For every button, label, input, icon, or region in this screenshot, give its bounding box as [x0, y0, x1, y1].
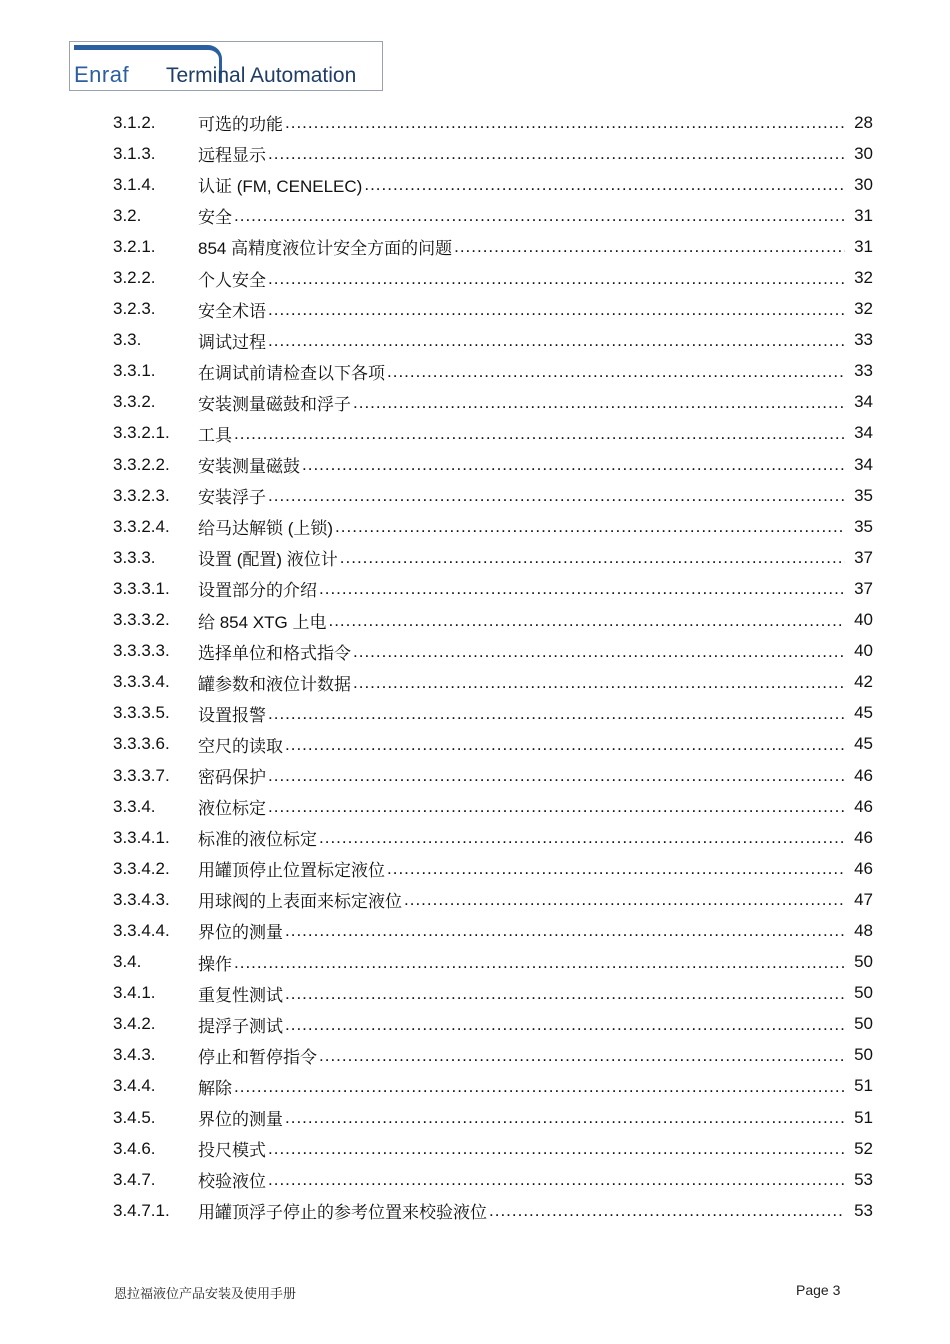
- toc-entry-number: 3.1.2.: [113, 112, 156, 132]
- toc-dot-leader: [285, 114, 845, 131]
- toc-entry-page: 50: [854, 983, 873, 1003]
- toc-entry[interactable]: [113, 1164, 873, 1195]
- toc-entry[interactable]: [113, 418, 873, 449]
- toc-dot-leader: [489, 1202, 845, 1219]
- toc-entry-page: 52: [854, 1138, 873, 1158]
- toc-entry-title: 安全术语: [198, 301, 266, 321]
- toc-entry-number: 3.4.2.: [113, 1014, 156, 1034]
- toc-entry-title: 校验液位: [198, 1172, 266, 1192]
- toc-entry-page: 33: [854, 361, 873, 381]
- toc-entry-page: 34: [854, 454, 873, 474]
- toc-entry-title: 设置 (配置) 液位计: [198, 550, 338, 570]
- toc-entry[interactable]: [113, 138, 873, 169]
- toc-entry-page: 46: [854, 827, 873, 847]
- toc-dot-leader: [285, 922, 845, 939]
- toc-entry-number: 3.3.2.3.: [113, 485, 170, 505]
- toc-entry-title: 工具: [198, 425, 232, 445]
- toc-entry-page: 51: [854, 1076, 873, 1096]
- footer-page-number: Page 3: [796, 1282, 841, 1298]
- toc-entry[interactable]: [113, 387, 873, 418]
- toc-dot-leader: [234, 954, 845, 971]
- toc-entry-number: 3.3.2.4.: [113, 516, 170, 536]
- toc-entry-number: 3.3.4.2.: [113, 858, 170, 878]
- toc-entry-page: 53: [854, 1169, 873, 1189]
- toc-entry-page: 50: [854, 1014, 873, 1034]
- toc-entry-title: 给马达解锁 (上锁): [198, 519, 334, 539]
- toc-entry-page: 37: [854, 578, 873, 598]
- toc-entry[interactable]: [113, 1133, 873, 1164]
- toc-entry-number: 3.3.2.2.: [113, 454, 170, 474]
- toc-entry-page: 28: [854, 112, 873, 132]
- toc-entry[interactable]: [113, 729, 873, 760]
- toc-entry-title: 罐参数和液位计数据: [198, 674, 351, 694]
- toc-entry-number: 3.2.3.: [113, 299, 156, 319]
- toc-entry-number: 3.4.7.: [113, 1169, 156, 1189]
- toc-entry-number: 3.3.3.2.: [113, 610, 170, 630]
- toc-entry-page: 50: [854, 952, 873, 972]
- toc-entry-page: 51: [854, 1107, 873, 1127]
- toc-entry-title: 操作: [198, 954, 232, 974]
- toc-dot-leader: [353, 643, 845, 660]
- toc-dot-leader: [340, 549, 845, 566]
- toc-entry-title: 用罐顶停止位置标定液位: [198, 861, 385, 881]
- toc-entry-number: 3.4.4.: [113, 1076, 156, 1096]
- toc-entry-page: 45: [854, 703, 873, 723]
- toc-entry-number: 3.3.2.1.: [113, 423, 170, 443]
- toc-entry-title: 解除: [198, 1078, 232, 1098]
- toc-entry[interactable]: [113, 262, 873, 293]
- toc-entry[interactable]: [113, 1071, 873, 1102]
- toc-entry[interactable]: [113, 480, 873, 511]
- toc-entry[interactable]: [113, 1040, 873, 1071]
- toc-entry-title: 在调试前请检查以下各项: [198, 363, 385, 383]
- toc-entry-title: 设置部分的介绍: [198, 581, 317, 601]
- company-logo: [69, 41, 383, 91]
- toc-entry-title: 液位标定: [198, 799, 266, 819]
- toc-dot-leader: [268, 705, 845, 722]
- toc-entry-page: 31: [854, 236, 873, 256]
- toc-entry[interactable]: [113, 542, 873, 573]
- toc-entry-number: 3.4.5.: [113, 1107, 156, 1127]
- toc-entry-title: 可选的功能: [198, 115, 283, 135]
- toc-entry-page: 46: [854, 796, 873, 816]
- toc-entry[interactable]: [113, 1009, 873, 1040]
- toc-entry-number: 3.3.3.4.: [113, 672, 170, 692]
- toc-entry-title: 设置报警: [198, 705, 266, 725]
- toc-entry-page: 30: [854, 174, 873, 194]
- toc-entry[interactable]: [113, 1195, 873, 1226]
- toc-entry[interactable]: [113, 605, 873, 636]
- toc-entry[interactable]: [113, 107, 873, 138]
- footer-manual-title: 恩拉福液位产品安装及使用手册: [114, 1286, 297, 1301]
- toc-dot-leader: [404, 891, 845, 908]
- toc-entry-page: 33: [854, 330, 873, 350]
- toc-entry[interactable]: [113, 947, 873, 978]
- toc-entry-title: 安全: [198, 208, 232, 228]
- toc-entry-title: 界位的测量: [198, 1110, 283, 1130]
- toc-dot-leader: [364, 176, 845, 193]
- toc-entry-number: 3.3.4.4.: [113, 920, 170, 940]
- toc-entry-number: 3.3.4.1.: [113, 827, 170, 847]
- toc-entry-title: 空尺的读取: [198, 736, 283, 756]
- toc-entry-number: 3.2.1.: [113, 236, 156, 256]
- toc-entry-title: 重复性测试: [198, 985, 283, 1005]
- toc-entry-number: 3.3.4.3.: [113, 889, 170, 909]
- toc-entry-page: 46: [854, 765, 873, 785]
- toc-entry-page: 50: [854, 1045, 873, 1065]
- toc-dot-leader: [268, 332, 845, 349]
- toc-entry[interactable]: [113, 791, 873, 822]
- toc-entry-title: 用罐顶浮子停止的参考位置来校验液位: [198, 1203, 487, 1223]
- toc-dot-leader: [268, 270, 845, 287]
- toc-entry-page: 47: [854, 889, 873, 909]
- toc-entry[interactable]: [113, 978, 873, 1009]
- logo-terminal-automation-text: Terminal Automation: [166, 64, 357, 87]
- toc-entry[interactable]: [113, 884, 873, 915]
- toc-entry-number: 3.2.: [113, 205, 142, 225]
- toc-entry-number: 3.3.3.3.: [113, 641, 170, 661]
- toc-entry[interactable]: [113, 698, 873, 729]
- toc-entry[interactable]: [113, 294, 873, 325]
- toc-entry-number: 3.4.3.: [113, 1045, 156, 1065]
- toc-entry[interactable]: [113, 853, 873, 884]
- toc-dot-leader: [353, 394, 845, 411]
- toc-entry[interactable]: [113, 573, 873, 604]
- toc-entry[interactable]: [113, 325, 873, 356]
- toc-entry-number: 3.4.: [113, 952, 142, 972]
- toc-entry-title: 标准的液位标定: [198, 830, 317, 850]
- toc-entry-title: 安装测量磁鼓和浮子: [198, 394, 351, 414]
- toc-dot-leader: [319, 580, 845, 597]
- toc-dot-leader: [353, 674, 845, 691]
- toc-dot-leader: [268, 145, 845, 162]
- toc-entry[interactable]: [113, 667, 873, 698]
- toc-entry-number: 3.3.3.5.: [113, 703, 170, 723]
- toc-dot-leader: [268, 767, 845, 784]
- toc-entry[interactable]: [113, 636, 873, 667]
- toc-entry-number: 3.3.3.: [113, 547, 156, 567]
- toc-dot-leader: [285, 1016, 845, 1033]
- toc-entry-number: 3.3.1.: [113, 361, 156, 381]
- toc-entry-page: 40: [854, 641, 873, 661]
- toc-entry-page: 34: [854, 423, 873, 443]
- toc-dot-leader: [335, 518, 845, 535]
- toc-entry-number: 3.3.3.1.: [113, 578, 170, 598]
- toc-entry[interactable]: [113, 915, 873, 946]
- toc-entry[interactable]: [113, 449, 873, 480]
- toc-dot-leader: [268, 798, 845, 815]
- toc-entry-page: 45: [854, 734, 873, 754]
- toc-entry-page: 40: [854, 610, 873, 630]
- toc-dot-leader: [328, 612, 845, 629]
- logo-enraf-text: Enraf: [74, 62, 130, 87]
- toc-entry-number: 3.4.1.: [113, 983, 156, 1003]
- toc-entry-page: 32: [854, 268, 873, 288]
- toc-entry-title: 选择单位和格式指令: [198, 643, 351, 663]
- toc-dot-leader: [234, 207, 845, 224]
- toc-dot-leader: [285, 736, 845, 753]
- toc-dot-leader: [285, 1109, 845, 1126]
- toc-entry-page: 46: [854, 858, 873, 878]
- toc-entry-page: 30: [854, 143, 873, 163]
- toc-entry-number: 3.4.6.: [113, 1138, 156, 1158]
- toc-entry[interactable]: [113, 1102, 873, 1133]
- toc-entry-page: 31: [854, 205, 873, 225]
- toc-dot-leader: [454, 238, 845, 255]
- toc-dot-leader: [302, 456, 845, 473]
- toc-dot-leader: [387, 363, 845, 380]
- toc-entry[interactable]: [113, 822, 873, 853]
- toc-entry-title: 认证 (FM, CENELEC): [198, 177, 363, 197]
- toc-entry-title: 安装测量磁鼓: [198, 457, 300, 477]
- toc-entry-title: 用球阀的上表面来标定液位: [198, 892, 402, 912]
- toc-entry-title: 远程显示: [198, 146, 266, 166]
- toc-entry-title: 停止和暂停指令: [198, 1047, 317, 1067]
- toc-entry-title: 界位的测量: [198, 923, 283, 943]
- toc-entry-title: 密码保护: [198, 768, 266, 788]
- toc-dot-leader: [234, 425, 845, 442]
- toc-entry-page: 35: [854, 485, 873, 505]
- toc-dot-leader: [268, 1171, 845, 1188]
- toc-entry-number: 3.1.4.: [113, 174, 156, 194]
- toc-entry-number: 3.3.3.7.: [113, 765, 170, 785]
- toc-entry-number: 3.3.3.6.: [113, 734, 170, 754]
- toc-dot-leader: [319, 829, 845, 846]
- toc-entry-title: 投尺模式: [198, 1141, 266, 1161]
- toc-entry-title: 个人安全: [198, 270, 266, 290]
- toc-dot-leader: [319, 1047, 845, 1064]
- toc-entry-page: 48: [854, 920, 873, 940]
- toc-entry-page: 34: [854, 392, 873, 412]
- toc-dot-leader: [387, 860, 845, 877]
- toc-entry-number: 3.3.2.: [113, 392, 156, 412]
- toc-entry-number: 3.4.7.1.: [113, 1200, 170, 1220]
- toc-entry[interactable]: [113, 231, 873, 262]
- toc-entry[interactable]: [113, 169, 873, 200]
- toc-entry-page: 32: [854, 299, 873, 319]
- toc-entry-title: 854 高精度液位计安全方面的问题: [198, 239, 453, 259]
- toc-dot-leader: [268, 487, 845, 504]
- toc-entry-page: 42: [854, 672, 873, 692]
- toc-dot-leader: [285, 985, 845, 1002]
- toc-entry-number: 3.3.: [113, 330, 142, 350]
- toc-entry[interactable]: [113, 200, 873, 231]
- toc-entry[interactable]: [113, 760, 873, 791]
- toc-dot-leader: [234, 1078, 845, 1095]
- toc-dot-leader: [268, 301, 845, 318]
- toc-dot-leader: [268, 1140, 845, 1157]
- toc-entry[interactable]: [113, 511, 873, 542]
- toc-entry-page: 35: [854, 516, 873, 536]
- toc-entry[interactable]: [113, 356, 873, 387]
- toc-entry-title: 安装浮子: [198, 488, 266, 508]
- toc-entry-title: 提浮子测试: [198, 1016, 283, 1036]
- toc-entry-page: 37: [854, 547, 873, 567]
- toc-entry-title: 调试过程: [198, 332, 266, 352]
- table-of-contents: [113, 107, 873, 1226]
- toc-entry-number: 3.3.4.: [113, 796, 156, 816]
- toc-entry-title: 给 854 XTG 上电: [198, 612, 327, 632]
- toc-entry-number: 3.1.3.: [113, 143, 156, 163]
- toc-entry-page: 53: [854, 1200, 873, 1220]
- toc-entry-number: 3.2.2.: [113, 268, 156, 288]
